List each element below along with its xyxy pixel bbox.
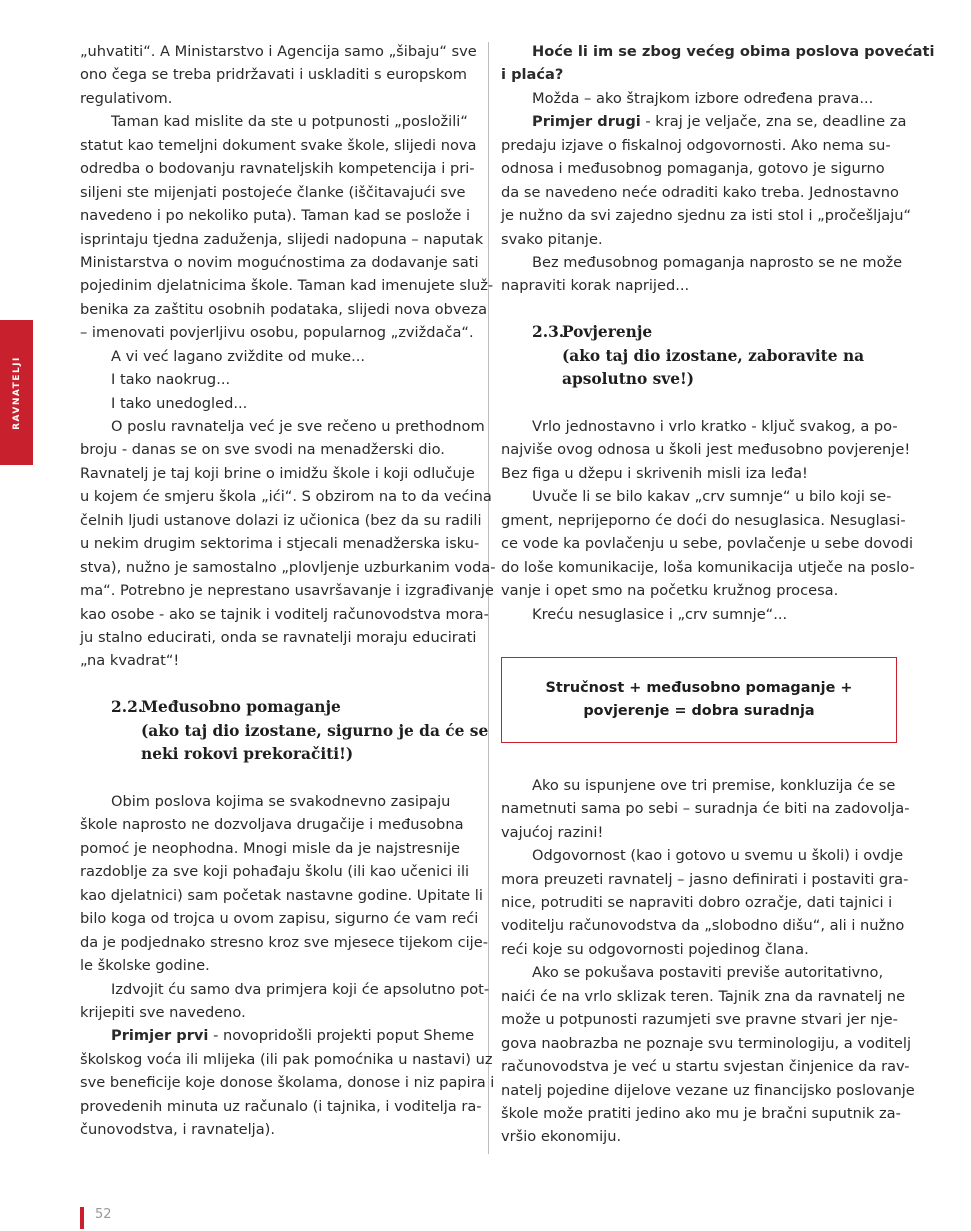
text-line: „uhvatiti“. A Ministarstvo i Agencija samo „šibaju“ sve <box>80 43 477 60</box>
text-line: do loše komunikacije, loša komunikacija utječe na poslo- <box>501 558 915 576</box>
text-line: krijepiti sve navedeno. <box>80 1003 246 1021</box>
section-heading <box>501 321 897 391</box>
text-line: provedenih minuta uz računalo (i tajnika, i voditelja ra- <box>80 1097 482 1115</box>
text-line: odnosa i međusobnog pomaganja, gotovo je sigurno <box>501 160 885 178</box>
text-line: Odgovornost (kao i gotovo u svemu u školi) i ovdje <box>532 847 904 865</box>
text-line: školskog voća ili mlijeka (ili pak pomoćnika u nastavi) uz <box>80 1050 493 1068</box>
text-line: da se navedeno neće odraditi kako treba. Jednostavno <box>501 183 899 201</box>
text-line: Bez figa u džepu i skrivenih misli iza leđa! <box>501 464 808 482</box>
text-line: voditelju računovodstva da „slobodno dišu“, ali i nužno <box>501 917 905 935</box>
heading-subtitle: apsolutno sve!) <box>562 370 695 389</box>
heading-line <box>80 696 480 719</box>
heading-title: Međusobno pomaganje <box>141 698 341 717</box>
text-line: Kreću nesuglasice i „crv sumnje“... <box>532 605 788 623</box>
spacer <box>501 298 897 321</box>
paragraph <box>501 415 911 485</box>
text-line: „na kvadrat“! <box>80 652 180 670</box>
heading-subtitle: neki rokovi prekoračiti!) <box>141 745 354 764</box>
callout-line: povjerenje = dobra suradnja <box>583 703 815 720</box>
text-line: može u potpunosti razumjeti sve pravne stvari jer nje- <box>501 1011 898 1029</box>
callout-line: Stručnost + međusobno pomaganje + <box>545 679 853 696</box>
text-line: navedeno i po nekoliko puta). Taman kad se poslože i <box>80 207 471 225</box>
paragraph <box>501 961 915 1149</box>
text-line: sve beneficije koje donose školama, donose i niz papira i <box>80 1074 495 1092</box>
text-line: regulativom. <box>80 89 173 107</box>
text-line: ma“. Potrebno je neprestano usavršavanje i izgrađivanje <box>80 582 494 600</box>
spacer <box>501 392 897 415</box>
text-line: le školske godine. <box>80 957 210 975</box>
text-line: škole naprosto ne dozvoljava drugačije i međusobna <box>80 816 464 834</box>
short-lines <box>80 345 480 415</box>
text-line: statut kao temeljni dokument svake škole, slijedi nova <box>80 136 477 154</box>
text-line: naići će na vrlo sklizak teren. Tajnik zna da ravnatelj ne <box>501 987 906 1005</box>
text-line: kao djelatnici) sam početak nastavne godine. Upitate li <box>80 886 483 904</box>
text-line: – imenovati povjerljivu osobu, popularnog „zviždača“. <box>80 324 474 342</box>
example-text: - novopridošli projekti poput Sheme <box>208 1027 475 1045</box>
paragraph <box>80 1024 495 1141</box>
paragraph <box>80 978 490 1025</box>
heading-number: 2.3. <box>532 323 565 342</box>
text-line: Taman kad mislite da ste u potpunosti „posložili“ <box>111 113 468 131</box>
text-line: svako pitanje. <box>501 230 603 248</box>
text-line: Uvuče li se bilo kakav „crv sumnje“ u bilo koji se- <box>532 488 892 506</box>
question-line: i plaća? <box>501 66 564 84</box>
heading-number: 2.2. <box>111 698 144 717</box>
text-line: vršio ekonomiju. <box>501 1128 622 1146</box>
heading-subtitle: (ako taj dio izostane, sigurno je da će se <box>141 721 489 740</box>
text-line: stva), nužno je samostalno „plovljenje uzburkanim voda- <box>80 558 496 576</box>
text-line: računovodstva je već u startu svjestan činjenice da rav- <box>501 1058 910 1076</box>
text-line: I tako unedogled... <box>111 394 248 412</box>
text-line: pojedinim djelatnicima škole. Taman kad imenujete služ- <box>80 277 494 295</box>
text-line: Ravnatelj je taj koji brine o imidžu škole i koji odlučuje <box>80 464 475 482</box>
text-line: gova naobrazba ne poznaje svu terminologiju, a voditelj <box>501 1034 912 1052</box>
question <box>501 40 935 87</box>
example-text: - kraj je veljače, zna se, deadline za <box>640 113 907 131</box>
text-line: ju stalno educirati, onda se ravnatelji moraju educirati <box>80 628 477 646</box>
text-line: odredba o bodovanju ravnateljskih kompetencija i pri- <box>80 160 475 178</box>
text-line: mora preuzeti ravnatelj – jasno definirati i postaviti gra- <box>501 870 909 888</box>
section-side-tab <box>0 320 33 465</box>
text-line: u nekim drugim sektorima i stjecali menadžerska isku- <box>80 535 480 553</box>
text-line: A vi već lagano zviždite od muke... <box>111 347 366 365</box>
text-line: I tako naokrug... <box>111 371 231 389</box>
text-line: najviše ovog odnosa u školi jest međusobno povjerenje! <box>501 441 911 459</box>
example-label: Primjer prvi <box>111 1027 209 1045</box>
text-line: vajućoj razini! <box>501 823 604 841</box>
paragraph <box>501 485 915 602</box>
text-line <box>501 110 907 133</box>
answer-line: Možda – ako štrajkom izbore određena prava... <box>532 89 874 107</box>
text-line: čunovodstva, i ravnatelja). <box>80 1121 276 1139</box>
text-line: škole može pratiti jedino ako mu je bračni suputnik za- <box>501 1104 901 1122</box>
text-line: Vrlo jednostavno i vrlo kratko - ključ svakog, a po- <box>532 418 898 435</box>
text-line: predaju izjave o fiskalnoj odgovornosti. Ako nema su- <box>501 136 891 154</box>
text-line: natelj pojedine dijelove vezane uz financijsko poslovanje <box>501 1081 915 1099</box>
text-line: da je podjednako stresno kroz sve mjesece tijekom cije- <box>80 933 488 951</box>
section-heading <box>80 696 489 766</box>
text-line: čelnih ljudi ustanove dolazi iz učionica (bez da su radili <box>80 511 482 529</box>
example-label: Primjer drugi <box>532 113 641 131</box>
right-column <box>501 40 935 1149</box>
paragraph <box>501 251 903 298</box>
spacer <box>501 626 897 649</box>
question-line: Hoće li im se zbog većeg obima poslova povećati <box>532 43 935 60</box>
text-line: pomoć je neophodna. Mnogi misle da je najstresnije <box>80 839 460 857</box>
text-line: Ministarstva o novim mogućnostima za dodavanje sati <box>80 253 479 271</box>
text-line: u kojem će smjeru škola „ići“. S obzirom na to da većina <box>80 488 492 506</box>
text-line: ono čega se treba pridržavati i uskladiti s europskom <box>80 66 467 84</box>
text-line: kao osobe - ako se tajnik i voditelj računovodstva mora- <box>80 605 489 623</box>
text-line: Obim poslova kojima se svakodnevno zasipaju <box>111 793 451 810</box>
text-line: isprintaju tjedna zaduženja, slijedi nadopuna – naputak <box>80 230 484 248</box>
text-line: O poslu ravnatelja već je sve rečeno u prethodnom <box>111 418 485 435</box>
text-line: nametnuti sama po sebi – suradnja će biti na zadovolja- <box>501 800 910 818</box>
paragraph <box>501 774 910 844</box>
page-number-marker <box>80 1207 84 1229</box>
paragraph <box>501 844 909 961</box>
paragraph <box>80 110 494 344</box>
text-line: Ako su ispunjene ove tri premise, konkluzija će se <box>532 776 896 794</box>
spacer <box>80 673 480 696</box>
paragraph <box>80 40 480 110</box>
text-line: bilo koga od trojca u ovom zapisu, sigurno će vam reći <box>80 910 479 928</box>
left-column <box>80 40 496 1142</box>
text-line: Ako se pokušava postaviti previše autoritativno, <box>532 964 884 982</box>
text-line: Bez međusobnog pomaganja naprosto se ne može <box>532 253 903 271</box>
section-side-tab-label: RAVNATELJI <box>11 355 22 430</box>
heading-subtitle: (ako taj dio izostane, zaboravite na <box>562 346 865 365</box>
text-line: siljeni ste mijenjati postojeće članke (iščitavajući sve <box>80 183 466 201</box>
text-line: razdoblje za sve koji pohađaju školu (ili kao učenici ili <box>80 863 470 881</box>
paragraph <box>80 790 488 978</box>
heading-title: Povjerenje <box>562 323 653 342</box>
text-line: je nužno da svi zajedno sjednu za isti stol i „pročešljaju“ <box>501 207 912 225</box>
spacer <box>80 767 480 790</box>
text-line: gment, neprijeporno će doći do nesuglasica. Nesuglasi- <box>501 511 906 529</box>
text-line: ce vode ka povlačenju u sebe, povlačenje u sebe dovodi <box>501 535 914 553</box>
text-line: vanje i opet smo na početku kružnog procesa. <box>501 582 839 600</box>
text-line: reći koje su odgovornosti pojedinog člana. <box>501 940 809 958</box>
paragraph <box>80 415 496 673</box>
text-line <box>80 1024 480 1047</box>
heading-line <box>501 321 897 344</box>
text-line: nice, potruditi se napraviti dobro ozračje, dati tajnici i <box>501 894 893 911</box>
text-line: benika za zaštitu osobnih podataka, slijedi nova obveza <box>80 300 488 318</box>
spacer <box>501 750 897 773</box>
text-line: broju - danas se on sve svodi na menadžerski dio. <box>80 441 445 459</box>
page-number: 52 <box>95 1207 112 1222</box>
paragraph <box>501 110 912 251</box>
summary-callout-box <box>501 657 897 743</box>
text-line: Izdvojit ću samo dva primjera koji će apsolutno pot- <box>111 980 490 998</box>
text-line: napraviti korak naprijed... <box>501 277 690 295</box>
